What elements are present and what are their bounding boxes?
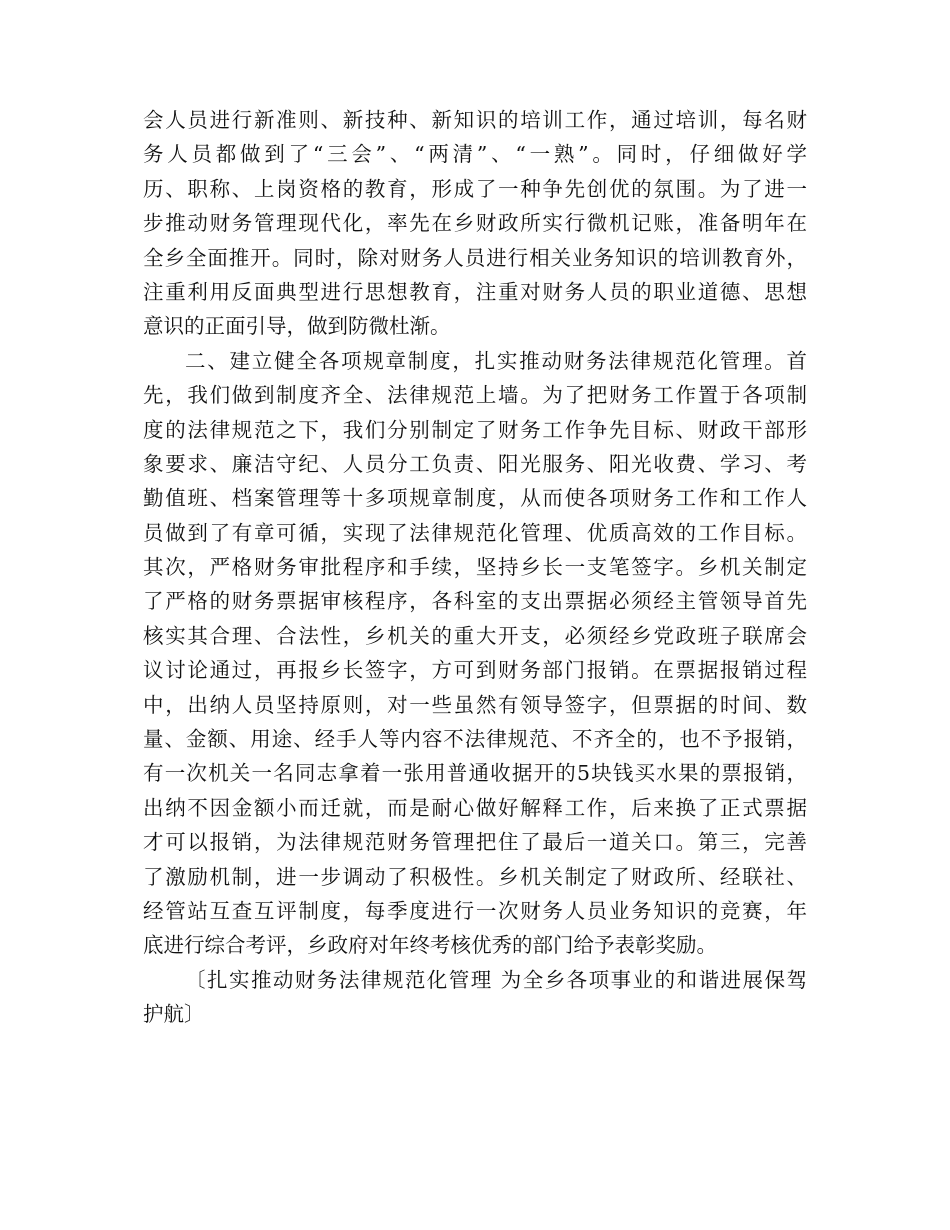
text-line: 会人员进行新准则、新技种、新知识的培训工作，通过培训，每名财 (143, 108, 807, 132)
text-line: 先，我们做到制度齐全、法律规范上墙。为了把财务工作置于各项制 (143, 383, 807, 408)
text-line: 意识的正面引导，做到防微杜渐。 (143, 314, 451, 339)
text-line: 经管站互查互评制度，每季度进行一次财务人员业务知识的竞赛，年 (143, 898, 807, 923)
text-line: 核实其合理、合法性，乡机关的重大开支，必须经乡党政班子联席会 (143, 623, 807, 648)
text-line: 员做到了有章可循，实现了法律规范化管理、优质高效的工作目标。 (143, 520, 807, 545)
text-line: 中，出纳人员坚持原则，对一些虽然有领导签字，但票据的时间、数 (143, 692, 807, 717)
text-line: 量、金额、用途、经手人等内容不法律规范、不齐全的，也不予报销， (143, 727, 807, 752)
body-text (143, 103, 807, 1032)
text-line: 注重利用反面典型进行思想教育，注重对财务人员的职业道德、思想 (143, 279, 807, 304)
text-line: 有一次机关一名同志拿着一张用普通收据开的5块钱买水果的票报销， (143, 761, 807, 786)
text-line: 出纳不因金额小而迁就，而是耐心做好解释工作，后来换了正式票据 (143, 795, 807, 820)
text-line: 历、职称、上岗资格的教育，形成了一种争先创优的氛围。为了进一 (143, 176, 807, 201)
section-heading-line: 二、建立健全各项规章制度，扎实推动财务法律规范化管理。首 (185, 348, 807, 373)
text-line: 象要求、廉洁守纪、人员分工负责、阳光服务、阳光收费、学习、考 (143, 451, 807, 476)
text-line: 步推动财务管理现代化，率先在乡财政所实行微机记账，准备明年在 (143, 211, 807, 236)
text-line: 了严格的财务票据审核程序，各科室的支出票据必须经主管领导首先 (143, 589, 807, 614)
text-line: 底进行综合考评，乡政府对年终考核优秀的部门给予表彰奖励。 (143, 933, 717, 958)
text-line: 全乡全面推开。同时，除对财务人员进行相关业务知识的培训教育外， (143, 245, 807, 270)
text-line: 了激励机制，进一步调动了积极性。乡机关制定了财政所、经联社、 (143, 864, 807, 889)
text-line: 务人员都做到了“三会”、“两清”、“一熟”。同时，仔细做好学 (143, 142, 807, 167)
text-line: 议讨论通过，再报乡长签字，方可到财务部门报销。在票据报销过程 (143, 658, 807, 683)
text-line: 勤值班、档案管理等十多项规章制度，从而使各项财务工作和工作人 (143, 486, 807, 511)
text-line: 才可以报销，为法律规范财务管理把住了最后一道关口。第三，完善 (143, 830, 807, 855)
text-line: 度的法律规范之下，我们分别制定了财务工作争先目标、财政干部形 (143, 417, 807, 442)
text-line: 其次，严格财务审批程序和手续，坚持乡长一支笔签字。乡机关制定 (143, 555, 807, 580)
title-reference-line: 护航〕 (143, 1002, 205, 1027)
title-reference-line: 〔扎实推动财务法律规范化管理 为全乡各项事业的和谐进展保驾 (185, 967, 807, 992)
